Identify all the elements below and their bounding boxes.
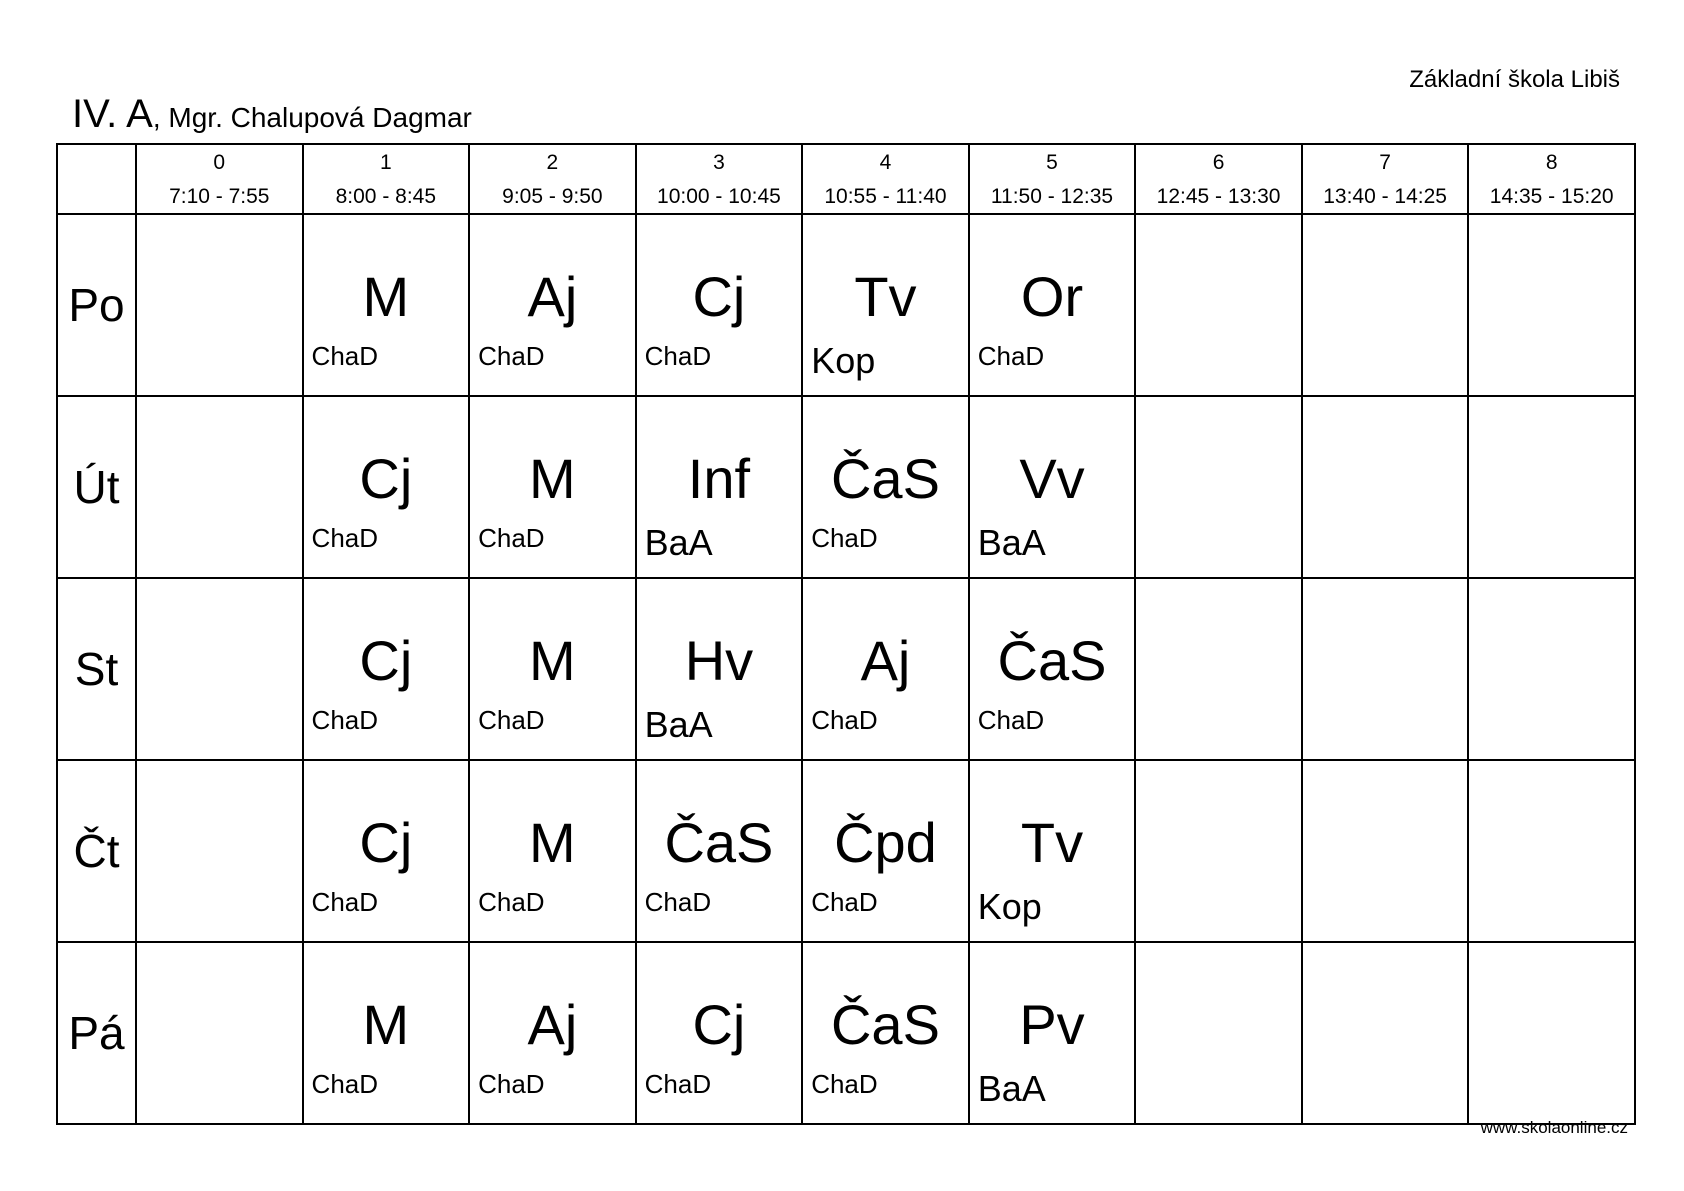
lesson-subject: M xyxy=(362,993,410,1056)
lesson-teacher: ChaD xyxy=(478,341,545,371)
empty-cell xyxy=(1135,942,1302,1124)
lesson-teacher: ChaD xyxy=(311,705,379,735)
empty-cell xyxy=(1135,214,1302,396)
lesson-subject: ČaS xyxy=(830,993,940,1056)
lesson-teacher: ChaD xyxy=(311,887,379,917)
day-row xyxy=(57,214,1635,396)
empty-cell xyxy=(1302,396,1469,578)
period-header-4 xyxy=(802,144,969,214)
school-name: Základní škola Libiš xyxy=(1409,66,1620,93)
empty-cell xyxy=(1135,396,1302,578)
lesson-cell xyxy=(636,760,803,942)
lesson-teacher: ChaD xyxy=(311,523,379,553)
empty-cell xyxy=(136,214,303,396)
class-teacher: , Mgr. Chalupová Dagmar xyxy=(152,102,472,133)
lesson-teacher: ChaD xyxy=(977,341,1045,371)
period-number: 3 xyxy=(713,151,725,174)
lesson-cell xyxy=(469,578,636,760)
period-time: 14:35 - 15:20 xyxy=(1489,185,1614,208)
lesson-teacher: BaA xyxy=(644,522,713,563)
lesson-subject: M xyxy=(529,447,576,510)
empty-cell xyxy=(1302,942,1469,1124)
period-header-7 xyxy=(1302,144,1469,214)
period-header-6 xyxy=(1135,144,1302,214)
empty-cell xyxy=(1302,760,1469,942)
lesson-teacher: ChaD xyxy=(478,523,545,553)
day-row xyxy=(57,396,1635,578)
empty-cell xyxy=(1468,214,1635,396)
lesson-teacher: ChaD xyxy=(644,1069,712,1099)
lesson-cell xyxy=(802,396,969,578)
period-time: 9:05 - 9:50 xyxy=(502,185,603,208)
lesson-teacher: BaA xyxy=(977,522,1046,563)
lesson-subject: Cj xyxy=(359,629,413,692)
empty-cell xyxy=(1135,578,1302,760)
day-name: Čt xyxy=(57,760,136,942)
period-header-3 xyxy=(636,144,803,214)
lesson-teacher: ChaD xyxy=(644,341,712,371)
lesson-subject: Aj xyxy=(860,629,911,692)
day-row xyxy=(57,760,1635,942)
lesson-teacher: ChaD xyxy=(311,1069,379,1099)
period-number: 8 xyxy=(1545,151,1558,174)
lesson-cell xyxy=(303,396,470,578)
period-number: 7 xyxy=(1379,151,1391,174)
footer-website: www.skolaonline.cz xyxy=(1480,1118,1628,1137)
empty-cell xyxy=(136,396,303,578)
lesson-cell xyxy=(469,760,636,942)
lesson-teacher: ChaD xyxy=(644,887,712,917)
period-time: 10:00 - 10:45 xyxy=(657,185,781,208)
lesson-subject: Cj xyxy=(692,265,746,328)
lesson-teacher: Kop xyxy=(811,340,876,381)
lesson-teacher: BaA xyxy=(644,704,713,745)
lesson-cell xyxy=(469,942,636,1124)
period-header-0 xyxy=(136,144,303,214)
lesson-subject: Aj xyxy=(527,265,578,328)
lesson-cell xyxy=(969,214,1136,396)
lesson-cell xyxy=(303,214,470,396)
lesson-subject: Hv xyxy=(684,629,754,692)
lesson-teacher: ChaD xyxy=(811,523,878,553)
day-row xyxy=(57,578,1635,760)
empty-cell xyxy=(1468,942,1635,1124)
lesson-teacher: ChaD xyxy=(478,887,545,917)
lesson-subject: Vv xyxy=(1019,447,1085,510)
empty-cell xyxy=(1468,760,1635,942)
lesson-cell xyxy=(969,760,1136,942)
period-time: 10:55 - 11:40 xyxy=(824,185,947,208)
period-time: 13:40 - 14:25 xyxy=(1323,185,1447,208)
lesson-subject: Or xyxy=(1020,265,1084,328)
lesson-subject: Inf xyxy=(687,447,751,510)
empty-cell xyxy=(136,942,303,1124)
lesson-teacher: ChaD xyxy=(478,705,545,735)
empty-cell xyxy=(1302,214,1469,396)
lesson-subject: Tv xyxy=(854,265,917,328)
day-name: St xyxy=(57,578,136,760)
lesson-subject: Tv xyxy=(1020,811,1084,874)
lesson-cell xyxy=(636,214,803,396)
period-number: 4 xyxy=(879,151,892,174)
period-header-8 xyxy=(1468,144,1635,214)
period-header-row xyxy=(57,144,1635,214)
period-number: 6 xyxy=(1212,151,1225,174)
day-name: Pá xyxy=(57,942,136,1124)
corner-cell xyxy=(57,144,136,214)
lesson-subject: Aj xyxy=(527,993,578,1056)
lesson-subject: Cj xyxy=(359,447,413,510)
lesson-teacher: ChaD xyxy=(811,705,878,735)
page-title xyxy=(72,92,472,137)
lesson-subject: Cj xyxy=(359,811,413,874)
lesson-teacher: ChaD xyxy=(311,341,379,371)
lesson-cell xyxy=(802,214,969,396)
lesson-teacher: ChaD xyxy=(478,1069,545,1099)
lesson-subject: Pv xyxy=(1019,993,1085,1056)
day-name: Út xyxy=(57,396,136,578)
class-name: IV. A xyxy=(72,92,153,136)
lesson-cell xyxy=(303,578,470,760)
empty-cell xyxy=(1135,760,1302,942)
day-name: Po xyxy=(57,214,136,396)
period-time: 12:45 - 13:30 xyxy=(1156,185,1281,208)
lesson-subject: Čpd xyxy=(834,811,937,874)
period-number: 5 xyxy=(1046,151,1058,174)
lesson-cell xyxy=(969,396,1136,578)
period-time: 7:10 - 7:55 xyxy=(169,185,270,208)
period-number: 2 xyxy=(546,151,559,174)
lesson-teacher: ChaD xyxy=(977,705,1045,735)
lesson-cell xyxy=(303,760,470,942)
lesson-cell xyxy=(802,760,969,942)
lesson-subject: ČaS xyxy=(664,811,774,874)
lesson-cell xyxy=(969,578,1136,760)
lesson-subject: M xyxy=(529,811,576,874)
period-number: 0 xyxy=(213,151,226,174)
day-row xyxy=(57,942,1635,1124)
lesson-cell xyxy=(802,942,969,1124)
period-time: 11:50 - 12:35 xyxy=(990,185,1114,208)
empty-cell xyxy=(1468,578,1635,760)
lesson-cell xyxy=(303,942,470,1124)
lesson-subject: ČaS xyxy=(830,447,940,510)
lesson-cell xyxy=(636,396,803,578)
period-header-5 xyxy=(969,144,1136,214)
lesson-teacher: Kop xyxy=(977,886,1042,927)
empty-cell xyxy=(1302,578,1469,760)
lesson-teacher: BaA xyxy=(977,1068,1046,1109)
lesson-subject: M xyxy=(362,265,410,328)
lesson-cell xyxy=(802,578,969,760)
empty-cell xyxy=(136,578,303,760)
lesson-cell xyxy=(636,578,803,760)
empty-cell xyxy=(136,760,303,942)
lesson-teacher: ChaD xyxy=(811,1069,878,1099)
period-number: 1 xyxy=(379,151,392,174)
lesson-cell xyxy=(469,396,636,578)
lesson-cell xyxy=(636,942,803,1124)
lesson-cell xyxy=(469,214,636,396)
lesson-subject: ČaS xyxy=(997,629,1107,692)
lesson-subject: Cj xyxy=(692,993,746,1056)
lesson-subject: M xyxy=(529,629,576,692)
period-header-2 xyxy=(469,144,636,214)
period-header-1 xyxy=(303,144,470,214)
empty-cell xyxy=(1468,396,1635,578)
period-time: 8:00 - 8:45 xyxy=(335,185,437,208)
timetable xyxy=(56,143,1636,1125)
lesson-teacher: ChaD xyxy=(811,887,878,917)
lesson-cell xyxy=(969,942,1136,1124)
